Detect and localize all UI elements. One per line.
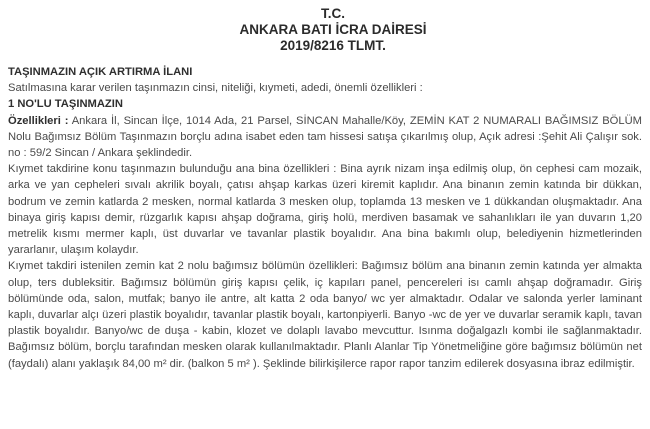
features-paragraph [8, 113, 642, 162]
features-text: Ankara İl, Sincan İlçe, 1014 Ada, 21 Parsel, SİNCAN Mahalle/Köy, ZEMİN KAT 2 NUMARALI BAĞIMSIZ BÖLÜM Nolu Bağımsız Bölüm Taşınmazın borçlu adına isabet eden tam hissesi satışa çıkarılmış olup, Açık adresi :Şehit Ali Çalışır sok. no : 59/2 Sincan / Ankara şeklindedir. [8, 114, 642, 160]
header-file-number: 2019/8216 TLMT. [280, 38, 386, 53]
unit-features-paragraph: Kıymet takdiri istenilen zemin kat 2 nolu bağımsız bölümün özellikleri: Bağımsız bölüm ana binanın zemin katında yer almakta olup, ters dubleksitir. Bağımsız bölümün giriş kapısı çelik, iç kapıları panel, pencereleri isı camlı ahşap doğramadır. Giriş bölümünde oda, salon, mutfak; banyo ile antre, alt katta 2 oda banyo/ wc yer almaktadır. Odalar ve salonda yerler laminant kaplı, duvarlar alçı üzeri plastik boyalıdır, tavanlar plastik boyalı, kartonpiyerli. Banyo -wc de yer ve duvarlar seramik kaplı, tavan plastik boyalıdır. Banyo/wc de duşa - kabin, klozet ve dolaplı lavabo mevcuttur. Isınma doğalgazlı kombi ile sağlanmaktadır. Bağımsız bölüm, borçlu tarafından mesken olarak kullanılmaktadır. Planlı Alanlar Tip Yönetmeliğine göre bağımsız bölümün net (faydalı) alanı yaklaşık 84,00 m² dir. (balkon 5 m² ). Şeklinde bilirkişilerce rapor rapor tanzim edilerek dosyasına ibraz edilmiştir. [8, 260, 642, 370]
features-label: Özellikleri : [8, 114, 69, 127]
notice-title: TAŞINMAZIN AÇIK ARTIRMA İLANI [8, 66, 193, 78]
building-features-paragraph: Kıymet takdirine konu taşınmazın bulunduğu ana bina özellikleri : Bina ayrık nizam inşa edilmiş olup, ön cephesi cam mozaik, arka ve yan cepheleri sıvalı akrilik boyalı, çatısı ahşap karkas üzeri kiremit kaplıdır. Ana binanın zemin katında bir dükkan, bodrum ve zemin katlarda 2 mesken, normal katlarda 3 mesken olup, toplamda 13 mesken ve 1 dükkandan oluşmaktadır. Ana binaya giriş kapısı demir, rüzgarlık kapısı ahşap doğrama, giriş holü, merdiven basamak ve sahanlıkları ile yan duvarın 1,20 metrelik kısmı mermer kaplı, üst duvarlar ve tavanlar plastik boyalıdır. Ana bina bakımlı olup, belediyenin hizmetlerinden yararlanır, ulaşım kolaydır. [8, 163, 642, 257]
intro-text: Satılmasına karar verilen taşınmazın cinsi, niteliği, kıymeti, adedi, önemli özellikleri : [8, 82, 423, 95]
document-header [8, 6, 642, 54]
property-heading: 1 NO'LU TAŞINMAZIN [8, 98, 123, 111]
header-tc: T.C. [320, 6, 345, 21]
header-office: ANKARA BATI İCRA DAİRESİ [239, 22, 427, 37]
